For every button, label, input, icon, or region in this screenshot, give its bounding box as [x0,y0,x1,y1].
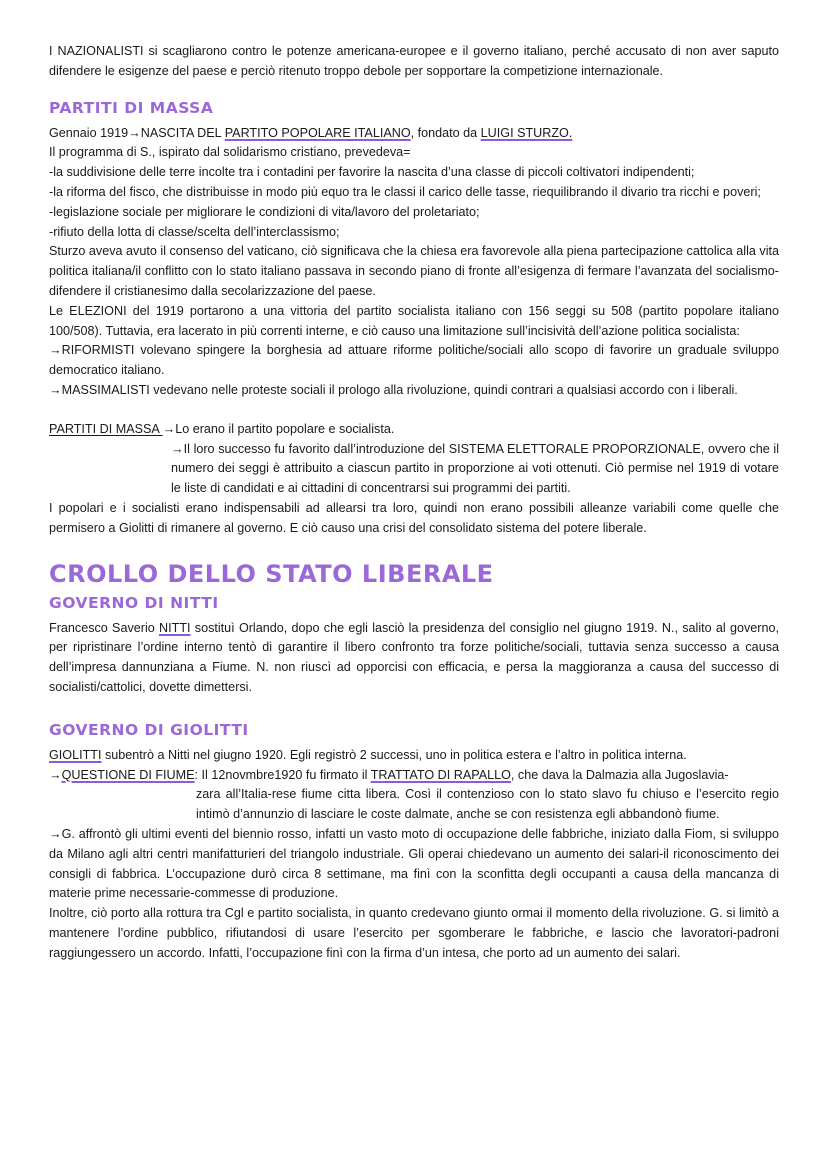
text-segment: , che dava la Dalmazia alla Jugoslavia- [510,767,729,782]
paragraph-sturzo: Sturzo aveva avuto il consenso del vaticano, ciò significava che la chiesa era favorevole alla piena partecipazione cattolica alla vita politica italiana/il conflitto con lo stato italiano passava in secondo piano di fronte all’esigenza di fermare l’avanzata del socialismo-difendere il cristianesimo dalla secolarizzazione del paese. [49,244,779,298]
program-item: -legislazione sociale per migliorare le condizioni di vita/lavoro del proletariato; [49,204,480,219]
paragraph-popolare [49,124,779,144]
text-segment: Gennaio 1919→NASCITA DEL [49,125,225,140]
program-item: -rifiuto della lotta di classe/scelta dell’interclassismo; [49,224,340,239]
section-heading-nitti: GOVERNO DI NITTI [49,593,219,612]
program-intro: Il programma di S., ispirato dal solidarismo cristiano, prevedeva= [49,145,411,160]
paragraph-fiume-first [49,766,779,786]
document-page [49,42,779,963]
paragraph-occupazione: →G. affrontò gli ultimi eventi del biennio rosso, infatti un vasto moto di occupazione delle fabbriche, iniziato dalla Fiom, si sviluppo da Milano agli altri centri manifatturieri del triangolo industriale. Gli operai chiedevano un aumento dei salari-il riconoscimento dei consigli di fabbrica. L’occupazione durò circa 8 settimane, ma finì con la sconfitta degli occupanti a causa della mancanza di materie prime necessarie-commesse di produzione. [49,826,779,901]
section-heading-giolitti: GOVERNO DI GIOLITTI [49,720,249,739]
massa-label: PARTITI DI MASSA [49,421,163,436]
paragraph-riformisti: →RIFORMISTI volevano spingere la borghesia ad attuare riforme politiche/sociali allo scopo di favorire un graduale sviluppo democratico italiano. [49,343,779,378]
section-heading-partiti-di-massa: PARTITI DI MASSA [49,98,214,117]
text-segment: : Il 12novmbre1920 fu firmato il [194,767,371,782]
program-item: -la suddivisione delle terre incolte tra i contadini per favorire la nascita d’una classe di piccoli coltivatori indipendenti; [49,165,695,180]
program-item: -la riforma del fisco, che distribuisse in modo più equo tra le classi il carico delle tasse, riequilibrando il divario tra ricchi e poveri; [49,184,761,199]
massa-closing-paragraph: I popolari e i socialisti erano indispensabili ad allearsi tra loro, quindi non erano possibili alleanze variabili come quelle che permisero a Giolitti di rimanere al governo. E ciò causo una crisi del consolidato sistema del potere liberale. [49,500,779,535]
massa-indented-paragraph: →Il loro successo fu favorito dall’introduzione del SISTEMA ELETTORALE PROPORZIONALE, ovvero che il numero dei seggi è attribuito a ciascun partito in proporzione ai voti ottenuti. Ciò permise nel 1919 di votare le liste di candidati e ai cittadini di concentrarsi sui programmi dei partiti. [171,441,779,496]
highlight-trattato-rapallo: TRATTATO DI RAPALLO [370,767,511,782]
intro-paragraph: I NAZIONALISTI si scagliarono contro le potenze americana-europee e il governo italiano, perché accusato di non aver saputo difendere le esigenze del paese e perciò ritenuto troppo debole per sopportare la competizione internazionale. [49,44,779,78]
paragraph-massimalisti: →MASSIMALISTI vedevano nelle proteste sociali il prologo alla rivoluzione, quindi contrari a qualsiasi accordo con i liberali. [49,382,738,397]
massa-first-text: →Lo erano il partito popolare e socialista. [162,421,395,436]
highlight-nitti: NITTI [159,620,191,635]
massa-first-line [49,420,779,440]
paragraph-nitti [49,619,779,698]
highlight-giolitti: GIOLITTI [49,747,102,762]
paragraph-elezioni: Le ELEZIONI del 1919 portarono a una vittoria del partito socialista italiano con 156 seggi su 508 (partito popolare italiano 100/508). Tuttavia, era lacerato in più correnti interne, e ciò causo una limitazione sull’incisività dell’azione politica socialista: [49,303,779,338]
text-segment: Francesco Saverio [49,620,160,635]
text-segment: subentrò a Nitti nel giugno 1920. Egli registrò 2 successi, uno in politica estera e l’altro in politica interna. [101,747,687,762]
highlight-luigi-sturzo: LUIGI STURZO. [480,125,573,140]
chapter-heading-crollo: CROLLO DELLO STATO LIBERALE [49,559,494,588]
highlight-partito-popolare: PARTITO POPOLARE ITALIANO [224,125,411,140]
text-segment: , fondato da [410,125,481,140]
paragraph-giolitti-intro [49,746,779,766]
paragraph-inoltre: Inoltre, ciò porto alla rottura tra Cgl e partito socialista, in quanto credevano giunto ormai il momento della rivoluzione. G. si limitò a mantenere l’ordine pubblico, rifiutandosi di usare l’esercito per sgomberare le fabbriche, e lascio che lavoratori-padroni raggiungessero un accordo. Infatti, l’occupazione finì con la firma d’un intesa, che porto ad un aumento dei salari. [49,906,779,960]
text-segment: → [49,767,62,782]
highlight-questione-fiume: QUESTIONE DI FIUME [61,767,195,782]
text-segment: sostituì Orlando, dopo che egli lasciò la presidenza del consiglio nel giugno 1919. N., salito al governo, per ripristinare l’ordine interno tentò di garantire il libero confronto tra forze politiche/sociali, tuttavia senza successo a causa dell’impresa dannunziana a Fiume. N. non riuscì ad opporcisi con efficacia, e persa la maggioranza a causa del successo di socialisti/cattolici, dovette dimettersi. [49,620,779,694]
paragraph-fiume-cont: zara all’Italia-rese fiume citta libera. Così il contenzioso con lo stato slavo fu chiuso e l’esercito regio intimò d’annunzio di lasciare le coste dalmate, anche se con resistenza egli abbandonò fiume. [196,787,779,822]
